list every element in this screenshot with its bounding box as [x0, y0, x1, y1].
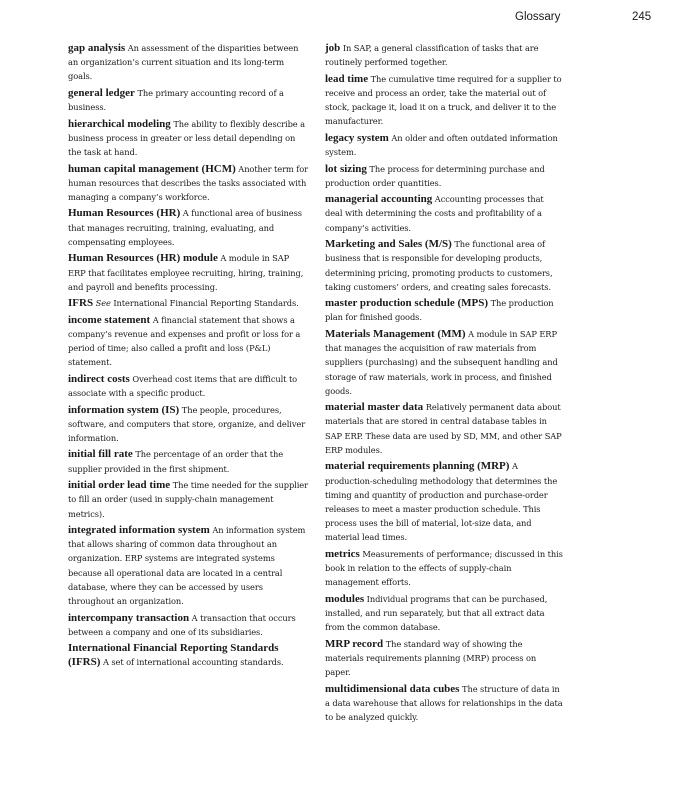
glossary-entry	[325, 327, 563, 398]
page-header	[0, 11, 673, 27]
glossary-entry	[68, 41, 308, 84]
glossary-definition: A set of international accounting standards.	[102, 657, 284, 668]
glossary-term: gap analysis	[68, 42, 126, 54]
glossary-term: International Financial Reporting Standards (IFRS)	[68, 642, 279, 669]
glossary-term: material requirements planning (MRP)	[325, 460, 510, 473]
glossary-definition: An information system that allows sharing of common data throughout an organization. ERP systems are integrated systems because all operational data are located in a central database, where they can be accessed by users throughout an organization.	[68, 525, 306, 607]
glossary-term: income statement	[68, 313, 151, 326]
glossary-definition: The ability to flexibly describe a business process in greater or less detail depending on the task at hand.	[68, 118, 305, 158]
glossary-definition: The production plan for finished goods.	[325, 298, 554, 323]
glossary-term: information system (IS)	[68, 403, 180, 416]
glossary-term: Human Resources (HR)	[68, 207, 181, 220]
running-header-title: Glossary	[515, 11, 561, 23]
glossary-definition: Relatively permanent data about materials that are stored in central database tables in SAP ERP. These data are used by SD, MM, and other SAP ERP modules.	[325, 402, 562, 455]
glossary-term: intercompany transaction	[68, 611, 190, 624]
glossary-definition: The structure of data in a data warehouse that allows for relationships in the data to be analyzed quickly.	[325, 683, 563, 722]
glossary-term: initial order lead time	[68, 479, 171, 492]
glossary-left-column	[68, 41, 308, 672]
glossary-term: human capital management (HCM)	[68, 162, 236, 175]
glossary-term: legacy system	[325, 131, 389, 144]
glossary-entry	[68, 251, 308, 294]
glossary-definition: International Financial Reporting Standards.	[113, 298, 299, 309]
glossary-entry	[68, 447, 308, 475]
glossary-entry	[68, 611, 308, 639]
glossary-entry	[68, 162, 308, 205]
glossary-term: general ledger	[68, 86, 135, 99]
glossary-entry	[68, 313, 308, 370]
glossary-definition: A production-scheduling methodology that determines the timing and quantity of production and purchase-order releases to meet a master production schedule. This process uses the bill of material, lot-size data, and material lead times.	[325, 461, 558, 543]
glossary-definition: Measurements of performance; discussed in this book in relation to the effects of supply-chain management efforts.	[325, 548, 563, 588]
glossary-definition: The cumulative time required for a supplier to receive and process an order, take the material out of stock, package it, load it on a truck, and deliver it to the manufacturer.	[325, 73, 562, 127]
glossary-entry	[325, 637, 563, 680]
glossary-term: MRP record	[325, 637, 384, 650]
glossary-definition: A transaction that occurs between a company and one of its subsidiaries.	[68, 612, 296, 637]
glossary-definition: The primary accounting record of a business.	[68, 87, 284, 113]
glossary-definition: Overhead cost items that are difficult to associate with a specific product.	[68, 373, 298, 399]
glossary-entry	[68, 206, 308, 249]
page-number: 245	[632, 11, 652, 23]
glossary-entry	[68, 372, 308, 400]
glossary-definition: A financial statement that shows a company’s revenue and expenses and profit or loss for a period of time; also called a profit and loss (P&L) statement.	[68, 314, 301, 368]
glossary-entry	[68, 296, 308, 310]
glossary-entry	[325, 682, 563, 725]
glossary-right-column	[325, 41, 563, 727]
glossary-definition: The percentage of an order that the supplier provided in the first shipment.	[68, 449, 284, 474]
glossary-definition: In SAP, a general classification of tasks that are routinely performed together.	[325, 43, 539, 68]
glossary-definition: The functional area of business that is responsible for developing products, determining pricing, promoting products to customers, taking customers’ orders, and creating sales forecasts.	[325, 239, 553, 292]
glossary-entry	[68, 641, 308, 669]
glossary-definition: Another term for human resources that describes the tasks associated with managing a company’s workforce.	[68, 163, 308, 202]
glossary-entry	[68, 403, 308, 446]
glossary-definition: An older and often outdated information system.	[325, 132, 558, 158]
glossary-definition: The time needed for the supplier to fill an order (used in supply-chain management metrics).	[68, 480, 308, 519]
glossary-term: multidimensional data cubes	[325, 682, 460, 695]
glossary-term: integrated information system	[68, 524, 210, 537]
glossary-term: lot sizing	[325, 162, 367, 175]
glossary-definition: An assessment of the disparities between an organization’s current situation and its long-term goals.	[68, 43, 299, 82]
glossary-entry	[68, 86, 308, 114]
glossary-term: job	[325, 42, 341, 54]
glossary-term: Marketing and Sales (M/S)	[325, 238, 452, 251]
glossary-term: indirect costs	[68, 372, 130, 385]
see-reference: See	[95, 298, 111, 309]
glossary-entry	[325, 459, 563, 544]
glossary-term: modules	[325, 592, 365, 605]
glossary-entry	[325, 237, 563, 294]
glossary-term: metrics	[325, 547, 360, 560]
glossary-entry	[325, 192, 563, 235]
glossary-entry	[325, 400, 563, 457]
glossary-term: initial fill rate	[68, 448, 133, 461]
glossary-term: master production schedule (MPS)	[325, 297, 489, 310]
glossary-term: hierarchical modeling	[68, 117, 171, 130]
glossary-definition: The people, procedures, software, and computers that store, organize, and deliver information.	[68, 404, 306, 443]
glossary-definition: A functional area of business that manages recruiting, training, evaluating, and compensating employees.	[68, 208, 302, 247]
glossary-entry	[325, 72, 563, 129]
glossary-entry	[68, 478, 308, 521]
glossary-entry	[325, 592, 563, 635]
glossary-entry	[325, 547, 563, 590]
glossary-term: Materials Management (MM)	[325, 327, 466, 340]
glossary-definition: Individual programs that can be purchased, installed, and run separately, but that all extract data from the common database.	[325, 593, 548, 633]
glossary-entry	[68, 117, 308, 160]
glossary-definition: The standard way of showing the materials requirements planning (MRP) process on paper.	[325, 638, 537, 678]
glossary-term: IFRS	[68, 297, 94, 310]
glossary-definition: The process for determining purchase and production order quantities.	[325, 163, 545, 188]
glossary-entry	[325, 162, 563, 190]
glossary-definition: A module in SAP ERP that facilitates employee recruiting, hiring, training, and payroll and benefits processing.	[68, 253, 304, 292]
glossary-term: material master data	[325, 401, 424, 414]
glossary-term: Human Resources (HR) module	[68, 252, 218, 265]
glossary-definition: A module in SAP ERP that manages the acquisition of raw materials from suppliers (purchasing) and the subsequent handling and storage of raw materials, work in process, and finished goods.	[325, 328, 558, 396]
glossary-term: lead time	[325, 72, 369, 85]
glossary-entry	[68, 523, 308, 608]
glossary-entry	[325, 41, 563, 69]
glossary-term: managerial accounting	[325, 193, 433, 206]
glossary-definition: Accounting processes that deal with determining the costs and profitability of a company’s activities.	[325, 194, 544, 233]
glossary-entry	[325, 296, 563, 324]
glossary-entry	[325, 131, 563, 159]
